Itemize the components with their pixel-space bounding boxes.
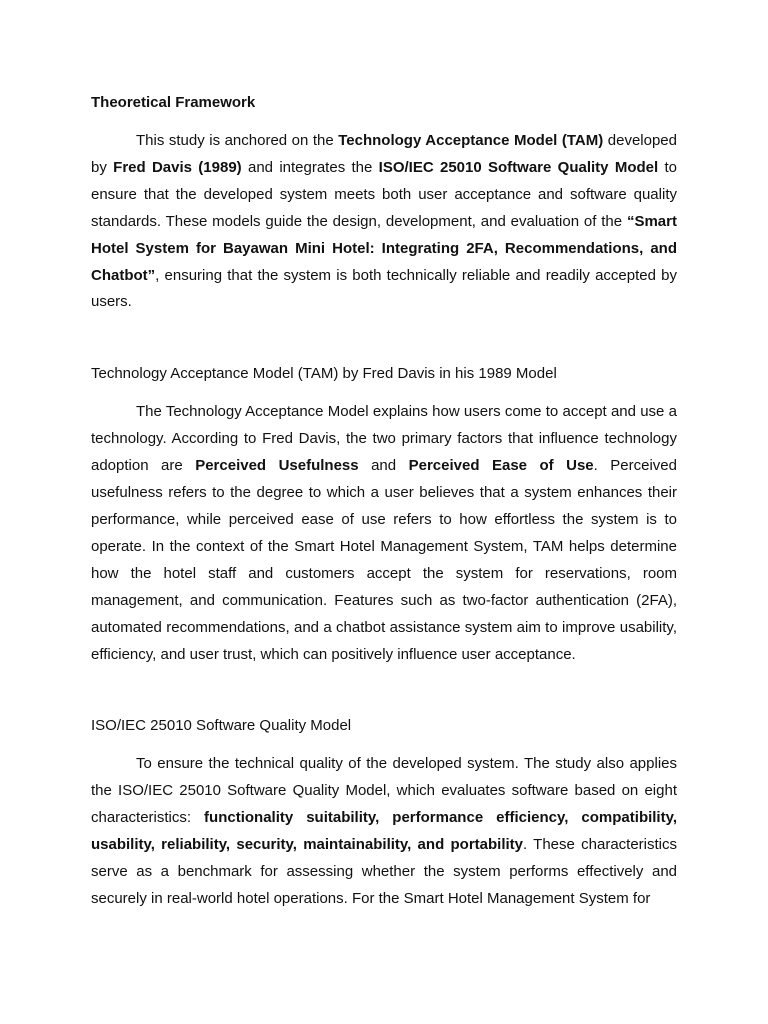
- intro-emphasis-tam: Technology Acceptance Model (TAM): [338, 132, 604, 149]
- spacer: [91, 737, 677, 751]
- tam-emphasis-usefulness: Perceived Usefulness: [195, 457, 359, 475]
- spacer: [91, 316, 677, 363]
- tam-heading: Technology Acceptance Model (TAM) by Fred Davis in his 1989 Model: [91, 365, 557, 383]
- spacer: [91, 385, 677, 399]
- tam-segment: . Perceived usefulness refers to the degree to which a user believes that a system enhances their performance, while perceived ease of use refers to how effortless the system is to operate. In the context of the Smart Hotel Management System, TAM helps determine how the hotel staff and customers accept the system for reservations, room management, and communication. Features such as two-factor authentication (2FA), automated recommendations, and a chatbot assistance system aim to improve usability, efficiency, and user trust, which can positively influence user acceptance.: [91, 457, 677, 663]
- intro-emphasis-author: Fred Davis (1989): [113, 158, 242, 176]
- iso-heading: ISO/IEC 25010 Software Quality Model: [91, 717, 352, 735]
- intro-segment: This study is anchored on the: [136, 132, 339, 149]
- intro-emphasis-project-title: “Smart Hotel System for Bayawan Mini Hotel: Integrating 2FA, Recommendations, and Chatbot”: [91, 212, 677, 284]
- section-title: Theoretical Framework: [91, 94, 256, 111]
- tam-segment: and: [358, 457, 409, 475]
- tam-segment: The Technology Acceptance Model explains how users come to accept and use a technology. According to Fred Davis, the two primary factors that influence technology adoption are: [91, 403, 677, 475]
- iso-paragraph: [91, 751, 677, 912]
- intro-segment: to ensure that the developed system meets both user acceptance and software quality standards. These models guide the design, development, and evaluation of the: [91, 158, 677, 230]
- intro-emphasis-iso: ISO/IEC 25010 Software Quality Model: [378, 158, 659, 176]
- spacer: [91, 114, 677, 128]
- iso-segment: To ensure the technical quality of the developed system. The study also applies the ISO/IEC 25010 Software Quality Model, which evaluates software based on eight characteristics:: [91, 755, 677, 827]
- document-page: [91, 92, 677, 913]
- tam-emphasis-ease-of-use: Perceived Ease of Use: [408, 457, 594, 475]
- intro-segment: , ensuring that the system is both technically reliable and readily accepted by users.: [91, 266, 677, 311]
- iso-emphasis-characteristics: functionality suitability, performance efficiency, compatibility, usability, reliability, security, maintainability, and portability: [91, 809, 677, 854]
- intro-segment: developed by: [91, 132, 677, 176]
- intro-paragraph: [91, 128, 677, 316]
- tam-paragraph: [91, 399, 677, 668]
- iso-segment: . These characteristics serve as a benchmark for assessing whether the system performs effectively and securely in real-world hotel operations. For the Smart Hotel Management System for: [91, 836, 678, 907]
- intro-segment: and integrates the: [241, 158, 379, 176]
- spacer: [91, 668, 677, 715]
